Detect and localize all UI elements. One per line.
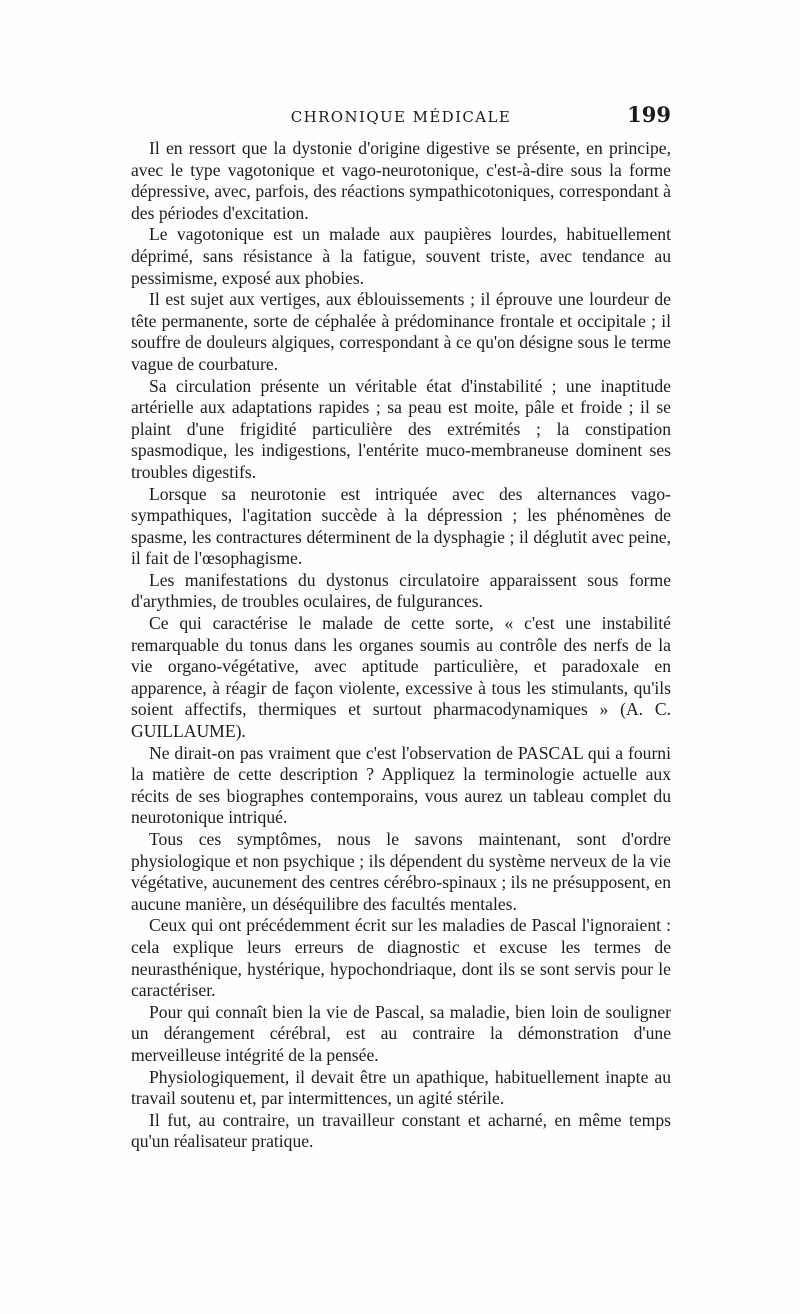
paragraph: Ce qui caractérise le malade de cette sorte, « c'est une instabilité remarquable du tonus dans les organes soumis au contrôle des nerfs de la vie organo-végétative, avec aptitude particulière, et paradoxale en apparence, à réagir de façon violente, excessive à tous les stimulants, qu'ils soient affectifs, thermiques et surtout pharmacodynamiques » (A. C. GUILLAUME). bbox=[131, 613, 671, 742]
paragraph: Physiologiquement, il devait être un apathique, habituellement inapte au travail soutenu et, par intermittences, un agité stérile. bbox=[131, 1066, 671, 1109]
paragraph: Sa circulation présente un véritable état d'instabilité ; une inaptitude artérielle aux adaptations rapides ; sa peau est moite, pâle et froide ; il se plaint d'une frigidité particulière des extrémités ; la constipation spasmodique, les indigestions, l'entérite muco-membraneuse dominent ses troubles digestifs. bbox=[131, 375, 671, 482]
paragraph: Ne dirait-on pas vraiment que c'est l'observation de PASCAL qui a fourni la matière de cette description ? Appliquez la terminologie actuelle aux récits de ses biographes contemporains, vous aurez un tableau complet du neurotonique intriqué. bbox=[131, 742, 671, 828]
page-number: 199 bbox=[627, 102, 671, 127]
running-head bbox=[131, 102, 671, 132]
paragraph: Il est sujet aux vertiges, aux éblouissements ; il éprouve une lourdeur de tête permanente, sorte de céphalée à prédominance frontale et occipitale ; il souffre de douleurs algiques, correspondant à ce qu'on désigne sous le terme vague de courbature. bbox=[131, 289, 671, 374]
paragraph: Il fut, au contraire, un travailleur constant et acharné, en même temps qu'un réalisateur pratique. bbox=[131, 1109, 671, 1152]
paragraph: Le vagotonique est un malade aux paupières lourdes, habituellement déprimé, sans résistance à la fatigue, souvent triste, avec tendance au pessimisme, exposé aux phobies. bbox=[131, 224, 671, 288]
paragraph: Ceux qui ont précédemment écrit sur les maladies de Pascal l'ignoraient : cela explique leurs erreurs de diagnostic et excuse les termes de neurasthénique, hystérique, hypochondriaque, dont ils se sont servis pour le caractériser. bbox=[131, 915, 671, 1001]
paragraph: Il en ressort que la dystonie d'origine digestive se présente, en principe, avec le type vagotonique et vago-neurotonique, c'est-à-dire sous la forme dépressive, avec, parfois, des réactions sympathicotoniques, correspondant à des périodes d'excitation. bbox=[131, 138, 671, 223]
paragraph: Lorsque sa neurotonie est intriquée avec des alternances vago-sympathiques, l'agitation succède à la dépression ; les phénomènes de spasme, les contractures déterminent de la dysphagie ; il déglutit avec peine, il fait de l'œsophagisme. bbox=[131, 483, 671, 569]
body-text bbox=[131, 138, 671, 1153]
paragraph: Tous ces symptômes, nous le savons maintenant, sont d'ordre physiologique et non psychique ; ils dépendent du système nerveux de la vie végétative, aucunement des centres cérébro-spinaux ; ils ne présupposent, en aucune manière, un déséquilibre des facultés mentales. bbox=[131, 829, 671, 914]
running-title: CHRONIQUE MÉDICALE bbox=[290, 108, 512, 126]
paragraph: Les manifestations du dystonus circulatoire apparaissent sous forme d'arythmies, de troubles oculaires, de fulgurances. bbox=[131, 569, 671, 612]
paragraph: Pour qui connaît bien la vie de Pascal, sa maladie, bien loin de souligner un dérangement cérébral, est au contraire la démonstration d'une merveilleuse intégrité de la pensée. bbox=[131, 1001, 671, 1065]
